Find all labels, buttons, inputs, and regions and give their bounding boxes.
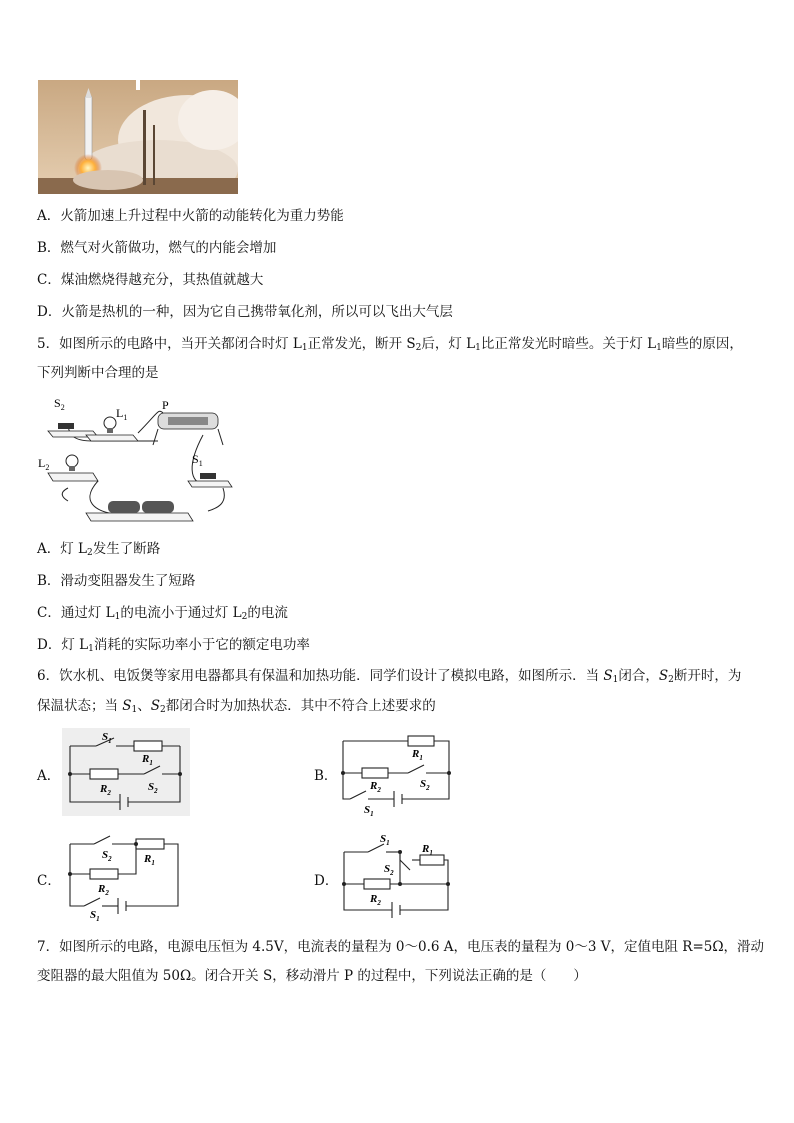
q4-option-b: B．燃气对火箭做功，燃气的内能会增加 xyxy=(37,240,277,256)
q7-stem-line2: 变阻器的最大阻值为 50Ω。闭合开关 S，移动滑片 P 的过程中，下列说法正确的是（ ） xyxy=(37,968,587,984)
q5-label-l2: $L_2$ xyxy=(38,456,50,472)
q6-circuit-d xyxy=(340,830,452,918)
q5-label-s2: $S_2$ xyxy=(54,396,65,412)
svg-text:R2: $R_2$ xyxy=(98,883,109,897)
svg-text:R1: $R_1$ xyxy=(412,748,423,762)
q6-option-a-label: A． xyxy=(37,768,61,784)
q6-circuit-a xyxy=(62,728,190,816)
q6-option-b-label: B． xyxy=(314,768,338,784)
q5-circuit-figure xyxy=(38,393,238,525)
svg-text:S1: $S_1$ xyxy=(102,731,112,745)
rocket-launch-photo xyxy=(38,80,238,194)
svg-text:R1: $R_1$ xyxy=(144,853,155,867)
q4-option-d: D．火箭是热机的一种，因为它自己携带氧化剂，所以可以飞出大气层 xyxy=(37,304,453,320)
q5-option-a: A．灯 $L_2$发生了断路 xyxy=(37,541,161,558)
q5-option-c: C．通过灯 $L_1$的电流小于通过灯 $L_2$的电流 xyxy=(37,605,288,622)
q6-option-d-label: D． xyxy=(314,873,339,889)
svg-text:S2: $S_2$ xyxy=(148,781,158,795)
q5-stem-line2: 下列判断中合理的是 xyxy=(37,365,159,381)
svg-text:R2: $R_2$ xyxy=(100,783,111,797)
q6-circuit-c xyxy=(64,834,184,922)
q5-option-b: B．滑动变阻器发生了短路 xyxy=(37,573,196,589)
svg-text:R2: $R_2$ xyxy=(370,893,381,907)
q6-option-c-label: C． xyxy=(37,873,61,889)
q6-stem-line1: 6．饮水机、电饭煲等家用电器都具有保温和加热功能．同学们设计了模拟电路，如图所示．当 $S_1$闭合，$S_2$断开时，为 xyxy=(37,668,742,685)
q5-label-s1: $S_1$ xyxy=(192,452,203,468)
svg-text:S2: $S_2$ xyxy=(420,778,430,792)
q4-option-c: C．煤油燃烧得越充分，其热值就越大 xyxy=(37,272,264,288)
q5-label-l1: $L_1$ xyxy=(116,406,128,422)
svg-text:R1: $R_1$ xyxy=(422,843,433,857)
q6-circuit-b xyxy=(340,733,452,817)
svg-text:S1: $S_1$ xyxy=(90,909,100,922)
svg-text:S2: $S_2$ xyxy=(384,863,394,877)
q6-stem-line2: 保温状态；当 $S_1$、$S_2$都闭合时为加热状态．其中不符合上述要求的 xyxy=(37,698,436,715)
q4-option-a: A．火箭加速上升过程中火箭的动能转化为重力势能 xyxy=(37,208,344,224)
svg-text:S1: $S_1$ xyxy=(364,804,374,817)
svg-text:R2: $R_2$ xyxy=(370,780,381,794)
q7-stem-line1: 7．如图所示的电路，电源电压恒为 4.5V，电流表的量程为 0～0.6 A，电压表的量程为 0～3 V，定值电阻 R=5Ω，滑动 xyxy=(37,939,765,955)
q5-stem-line1: 5．如图所示的电路中，当开关都闭合时灯 $L_1$正常发光，断开 $S_2$后，灯 $L_1$比正常发光时暗些。关于灯 $L_1$暗些的原因， xyxy=(37,336,743,353)
svg-text:S1: $S_1$ xyxy=(380,833,390,847)
q5-option-d: D．灯 $L_1$消耗的实际功率小于它的额定电功率 xyxy=(37,637,310,654)
svg-text:S2: $S_2$ xyxy=(102,849,112,863)
q5-label-p: P xyxy=(162,398,169,412)
svg-text:R1: $R_1$ xyxy=(142,753,153,767)
